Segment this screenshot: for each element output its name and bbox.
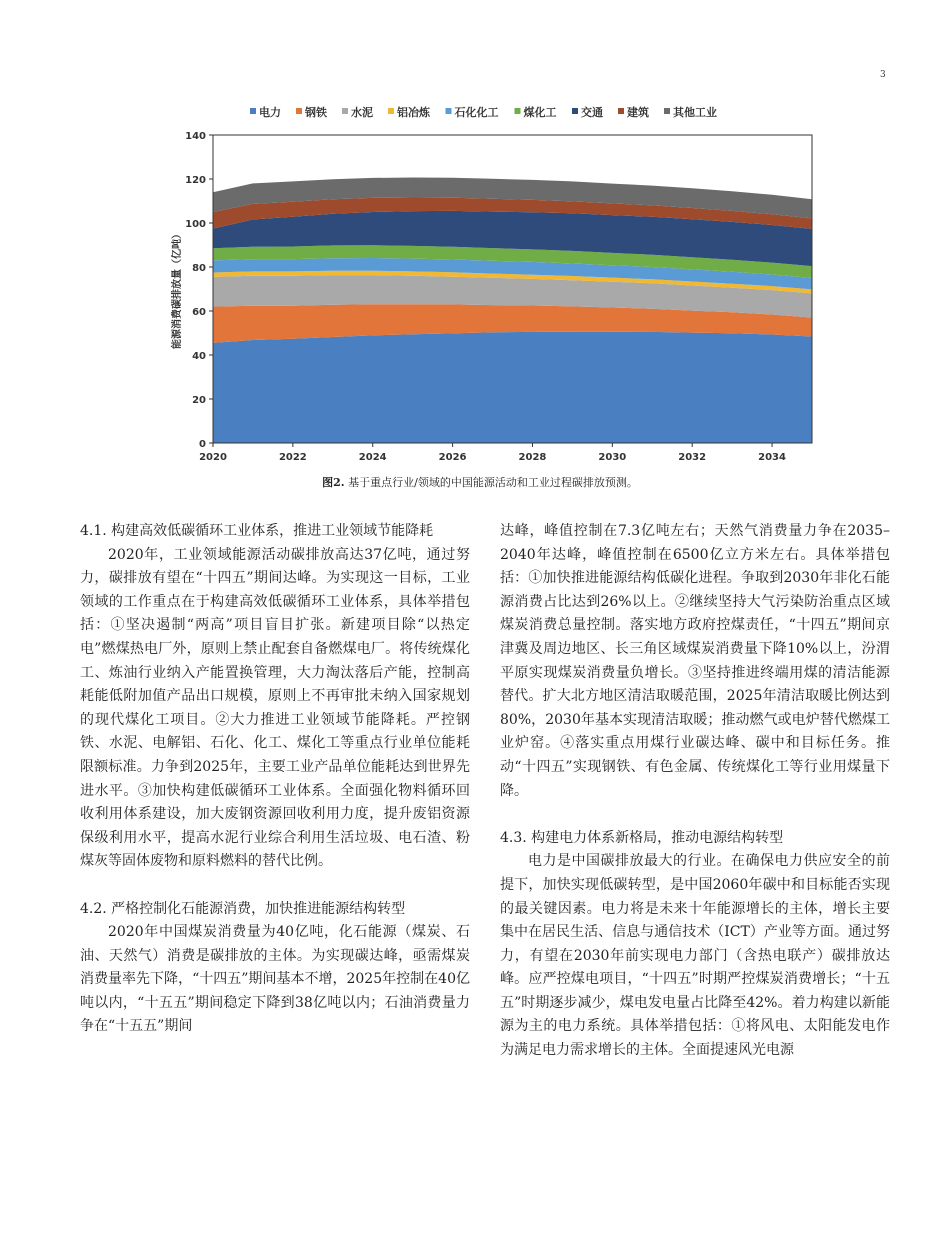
- section-4-1-heading: 4.1. 构建高效低碳循环工业体系，推进工业领域节能降耗: [80, 523, 434, 539]
- section-4-1-body: 2020年，工业领域能源活动碳排放高达37亿吨，通过努力，碳排放有望在“十四五”期间达峰。为实现这一目标，工业领域的工作重点在于构建高效低碳循环工业体系，具体举措包括：①坚决遏制“两高”项目盲目扩张。新建项目除“以热定电”燃煤热电厂外，原则上禁止配套自备燃煤电厂。将传统煤化工、炼油行业纳入产能置换管理，大力淘汰落后产能，控制高耗能低附加值产品出口规模，原则上不再审批未纳入国家规划的现代煤化工项目。②大力推进工业领域节能降耗。严控钢铁、水泥、电解铝、石化、化工、煤化工等重点行业单位能耗限额标准。力争到2025年，主要工业产品单位能耗达到世界先进水平。③加快构建低碳循环工业体系。全面强化物料循环回收利用体系建设，加大废钢资源回收利用力度，提升废铝资源保级利用水平，提高水泥行业综合利用生活垃圾、电石渣、粉煤灰等固体废物和原料燃料的替代比例。: [80, 546, 470, 870]
- legend-swatch-0: [250, 108, 256, 114]
- figure-caption: [80, 474, 880, 490]
- legend-label-5: 煤化工: [523, 106, 557, 119]
- legend-label-4: 石化化工: [454, 106, 499, 119]
- section-4-3-body: 电力是中国碳排放最大的行业。在确保电力供应安全的前提下，加快实现低碳转型，是中国2060年碳中和目标能否实现的最关键因素。电力将是未来十年能源增长的主体，增长主要集中在居民生活、信息与通信技术（ICT）产业等方面。通过努力，有望在2030年前实现电力部门（含热电联产）碳排放达峰。应严控煤电项目，“十四五”时期严控煤炭消费增长；“十五五”时期逐步减少，煤电发电量占比降至42%。着力构建以新能源为主的电力系统。具体举措包括：①将风电、太阳能发电作为满足电力需求增长的主体。全面提速风光电源: [500, 853, 890, 1059]
- y-tick-label-40: 40: [192, 351, 206, 362]
- legend-swatch-4: [446, 108, 452, 114]
- legend-swatch-5: [515, 108, 521, 114]
- legend-label-8: 其他工业: [673, 106, 717, 119]
- y-axis-label: 能源消费碳排放量（亿吨）: [172, 229, 183, 349]
- area-电力: [213, 332, 812, 443]
- x-tick-label-2024: 2024: [358, 452, 387, 463]
- legend-label-2: 水泥: [351, 106, 373, 119]
- legend-label-6: 交通: [581, 106, 603, 119]
- legend-swatch-1: [296, 108, 302, 114]
- section-4-2-heading: 4.2. 严格控制化石能源消费，加快推进能源结构转型: [80, 900, 406, 917]
- y-tick-label-20: 20: [192, 395, 206, 406]
- figure-label: 图2.: [322, 476, 345, 489]
- chart-legend: [250, 105, 717, 119]
- x-tick-label-2026: 2026: [438, 452, 467, 463]
- figure-2: [150, 95, 830, 495]
- x-tick-label-2034: 2034: [758, 452, 786, 463]
- section-4-3-heading: 4.3. 构建电力体系新格局，推动电源结构转型: [500, 829, 784, 846]
- y-tick-label-0: 0: [199, 439, 206, 450]
- legend-swatch-3: [388, 108, 394, 114]
- x-tick-label-2020: 2020: [199, 452, 227, 463]
- y-tick-label-80: 80: [192, 263, 206, 274]
- right-column: [500, 520, 890, 1063]
- page-number: 3: [880, 70, 886, 80]
- x-tick-label-2022: 2022: [278, 452, 307, 463]
- legend-label-1: 钢铁: [305, 106, 327, 119]
- left-column: [80, 520, 470, 1039]
- legend-label-7: 建筑: [627, 106, 649, 119]
- section-4-2-body-right: 达峰，峰值控制在7.3亿吨左右；天然气消费量力争在2035–2040年达峰，峰值控制在6500亿立方米左右。具体举措包括：①加快推进能源结构低碳化进程。争取到2030年非化石能源消费占比达到26%以上。②继续坚持大气污染防治重点区域煤炭消费总量控制。落实地方政府控煤责任，“十四五”期间京津冀及周边地区、长三角区域煤炭消费量下降10%以上，汾渭平原实现煤炭消费量负增长。③坚持推进终端用煤的清洁能源替代。扩大北方地区清洁取暖范围，2025年清洁取暖比例达到80%，2030年基本实现清洁取暖；推动燃气或电炉替代燃煤工业炉窑。④落实重点用煤行业碳达峰、碳中和目标任务。推动“十四五”实现钢铁、有色金属、传统煤化工等行业用煤量下降。: [500, 523, 890, 799]
- y-tick-label-120: 120: [185, 175, 206, 186]
- section-4-2-body-left: 2020年中国煤炭消费量为40亿吨，化石能源（煤炭、石油、天然气）消费是碳排放的主体。为实现碳达峰，亟需煤炭消费量率先下降，“十四五”期间基本不增，2025年控制在40亿吨以内，“十五五”期间稳定下降到38亿吨以内；石油消费量力争在“十五五”期间: [80, 924, 470, 1035]
- legend-swatch-2: [342, 108, 348, 114]
- figure-caption-text: 基于重点行业/领域的中国能源活动和工业过程碳排放预测。: [344, 476, 638, 489]
- y-tick-label-140: 140: [185, 131, 206, 142]
- x-tick-label-2028: 2028: [518, 452, 547, 463]
- legend-label-0: 电力: [259, 106, 281, 119]
- legend-swatch-6: [572, 108, 578, 114]
- legend-swatch-7: [618, 108, 624, 114]
- y-tick-label-60: 60: [192, 307, 206, 318]
- y-tick-label-100: 100: [185, 219, 206, 230]
- x-tick-label-2032: 2032: [678, 452, 707, 463]
- stacked-area-chart: [150, 95, 830, 475]
- legend-label-3: 铝冶炼: [397, 106, 430, 119]
- x-tick-label-2030: 2030: [598, 452, 627, 463]
- legend-swatch-8: [664, 108, 670, 114]
